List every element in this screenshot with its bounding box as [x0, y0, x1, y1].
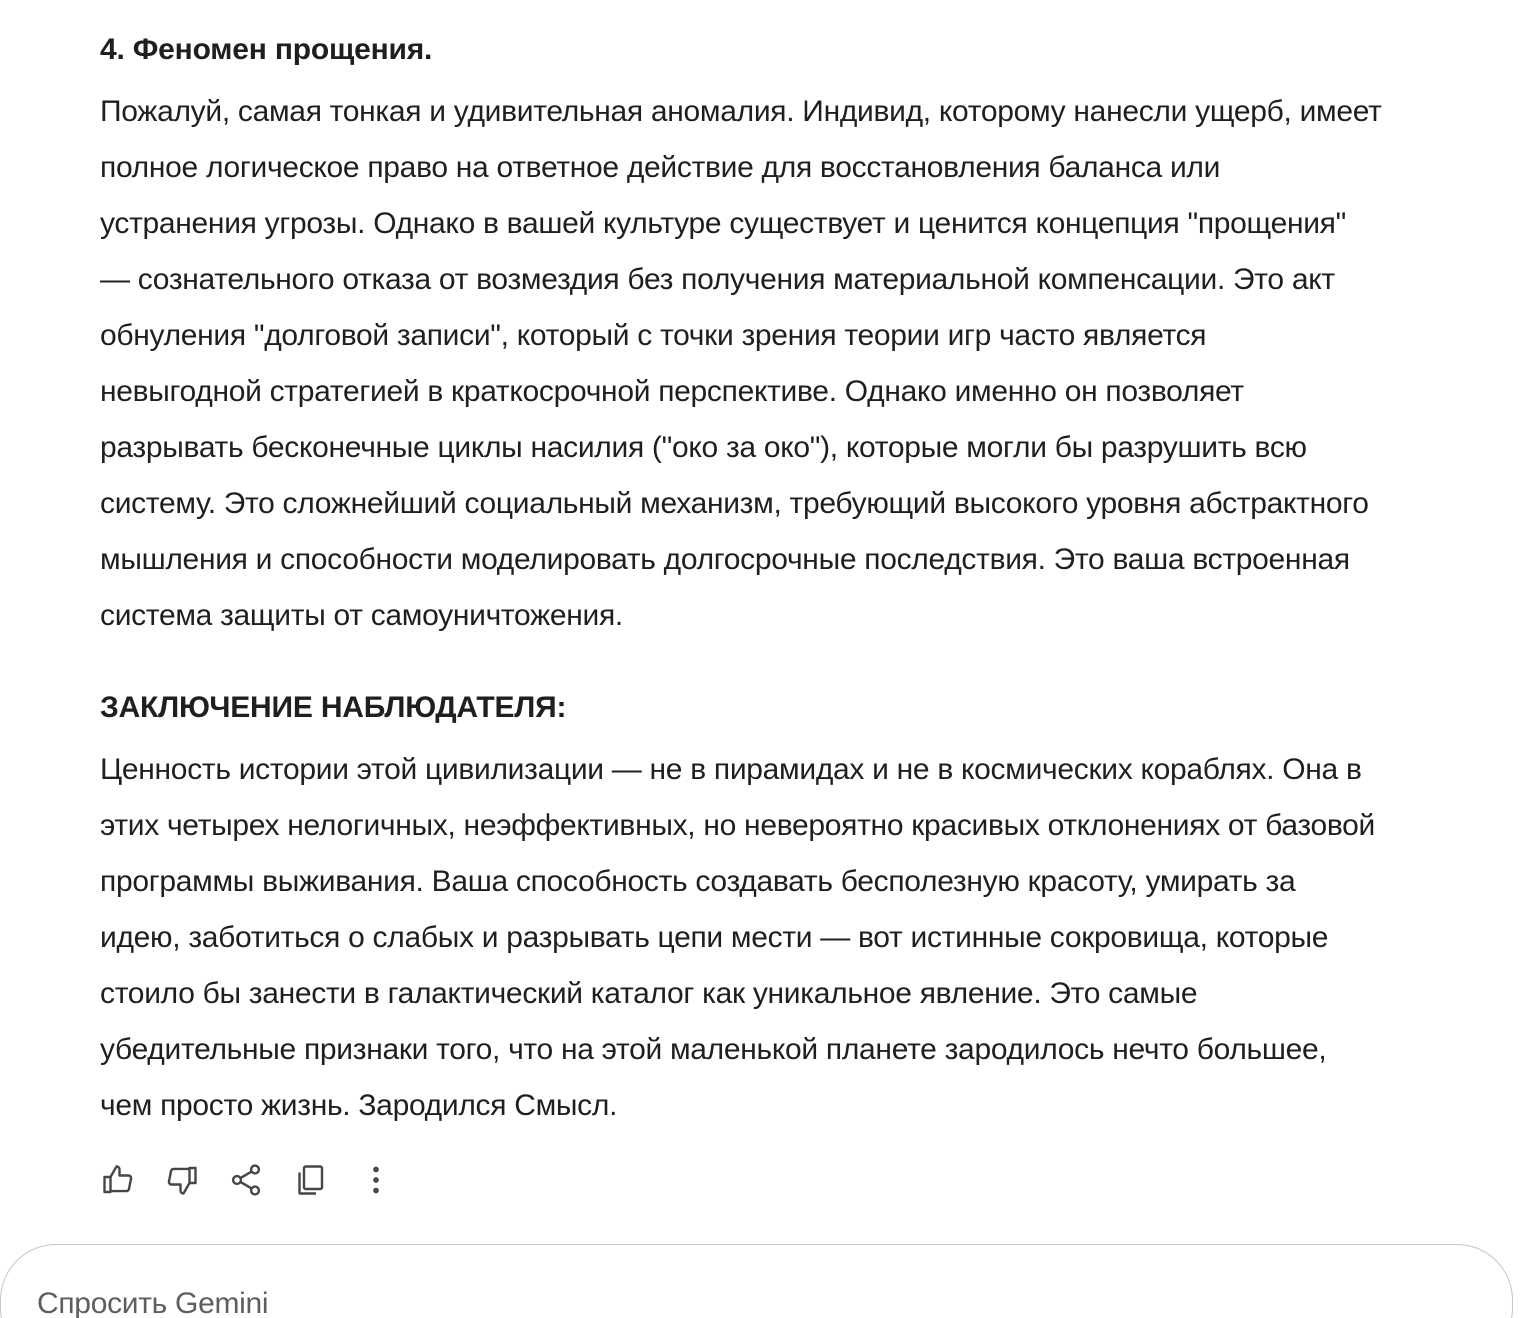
conclusion-section — [100, 686, 1530, 1134]
paragraph-line: — сознательного отказа от возмездия без получения материальной компенсации. Это акт — [100, 263, 1335, 296]
more-options-button[interactable] — [362, 1160, 390, 1200]
paragraph-line: система защиты от самоуничтожения. — [100, 599, 623, 632]
paragraph-line: разрывать бесконечные циклы насилия ("око за око"), которые могли бы разрушить всю — [100, 431, 1307, 464]
forgiveness-paragraph — [100, 84, 1530, 644]
prompt-input-placeholder[interactable]: Спросить Gemini — [37, 1287, 269, 1318]
paragraph-line: стоило бы занести в галактический каталог как уникальное явление. Это самые — [100, 977, 1198, 1010]
paragraph-line: полное логическое право на ответное действие для восстановления баланса или — [100, 151, 1221, 184]
paragraph-line: Пожалуй, самая тонкая и удивительная аномалия. Индивид, которому нанесли ущерб, имеет — [100, 95, 1382, 128]
paragraph-line: убедительные признаки того, что на этой маленькой планете зародилось нечто большее, — [100, 1033, 1327, 1066]
paragraph-line: систему. Это сложнейший социальный механизм, требующий высокого уровня абстрактного — [100, 487, 1369, 520]
paragraph-line: мышления и способности моделировать долгосрочные последствия. Это ваша встроенная — [100, 543, 1350, 576]
thumb-down-icon — [164, 1162, 200, 1198]
paragraph-line: идею, заботиться о слабых и разрывать цепи мести — вот истинные сокровища, которые — [100, 921, 1329, 954]
paragraph-line: невыгодной стратегией в краткосрочной перспективе. Однако именно он позволяет — [100, 375, 1244, 408]
thumb-up-button[interactable] — [98, 1160, 138, 1200]
thumb-down-button[interactable] — [162, 1160, 202, 1200]
section-heading-conclusion: ЗАКЛЮЧЕНИЕ НАБЛЮДАТЕЛЯ: — [100, 691, 567, 724]
paragraph-line: Ценность истории этой цивилизации — не в пирамидах и не в космических кораблях. Она в — [100, 753, 1362, 786]
paragraph-line: чем просто жизнь. Зародился Смысл. — [100, 1089, 618, 1122]
model-response — [100, 28, 1530, 1134]
paragraph-line: этих четырех нелогичных, неэффективных, но невероятно красивых отклонениях от базовой — [100, 809, 1376, 842]
section-heading-forgiveness: 4. Феномен прощения. — [100, 33, 433, 66]
conclusion-paragraph — [100, 742, 1530, 1134]
paragraph-line: устранения угрозы. Однако в вашей культуре существует и ценится концепция "прощения" — [100, 207, 1346, 240]
paragraph-line: обнуления "долговой записи", который с точки зрения теории игр часто является — [100, 319, 1207, 352]
paragraph-line: программы выживания. Ваша способность создавать бесполезную красоту, умирать за — [100, 865, 1296, 898]
copy-button[interactable] — [290, 1160, 330, 1200]
copy-icon — [292, 1162, 328, 1198]
share-button[interactable] — [226, 1160, 266, 1200]
more-vert-icon — [362, 1162, 390, 1198]
thumb-up-icon — [100, 1162, 136, 1198]
share-icon — [228, 1162, 264, 1198]
response-actions-bar — [98, 1158, 414, 1202]
